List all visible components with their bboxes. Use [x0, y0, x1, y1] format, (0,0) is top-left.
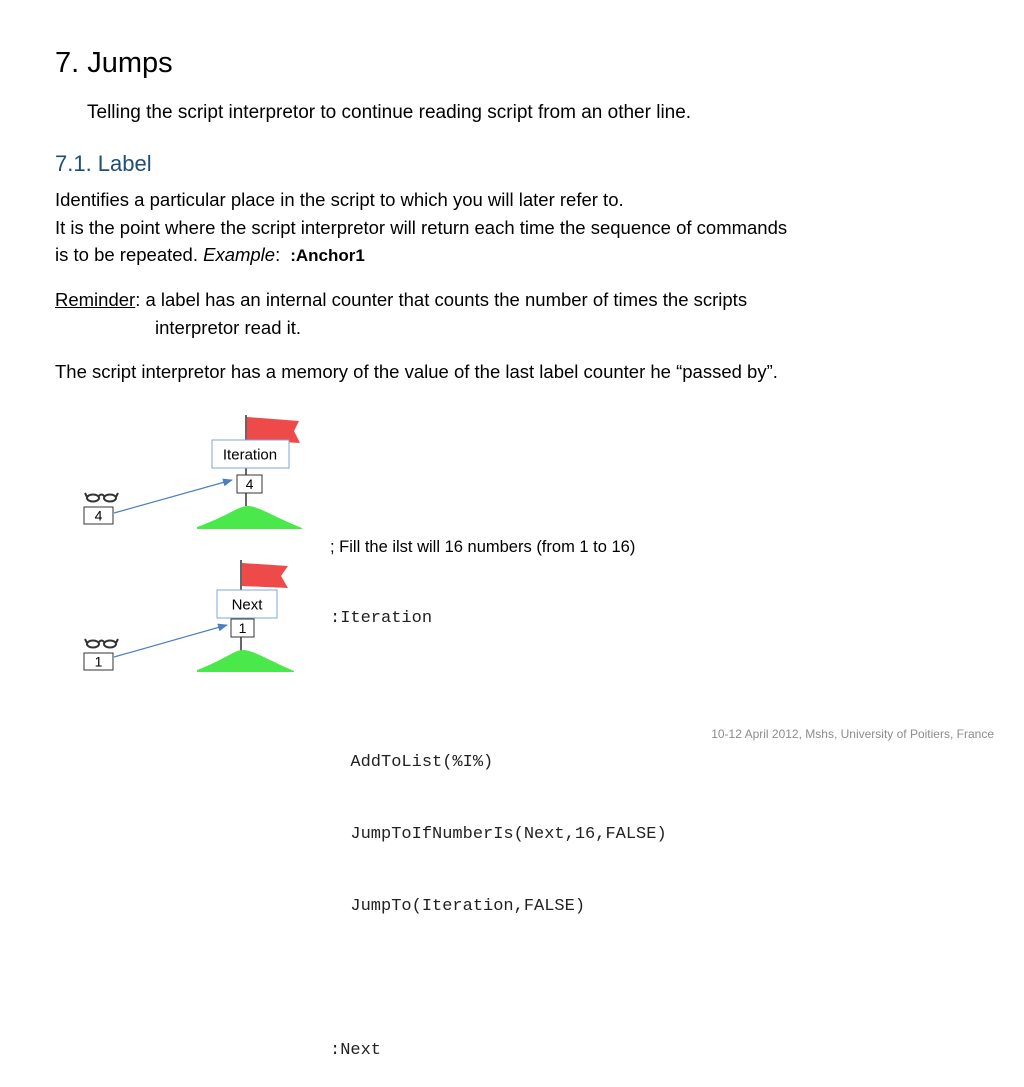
memory-paragraph: The script interpretor has a memory of the value of the last label counter he “passed by”.	[55, 361, 778, 382]
definition-line-2: It is the point where the script interpretor will return each time the sequence of commands	[55, 216, 788, 238]
iteration-label-group	[84, 415, 302, 529]
iteration-counter-value: 4	[245, 476, 254, 492]
slide-subtitle: Telling the script interpretor to continue reading script from an other line.	[87, 102, 692, 123]
example-anchor: :Anchor1	[290, 246, 365, 265]
script-code-block	[330, 487, 667, 1087]
code-comment: ; Fill the ilst will 16 numbers (from 1 to 16)	[330, 538, 636, 556]
reminder-line-1-rest: : a label has an internal counter that counts the number of times the scripts	[135, 289, 748, 310]
code-blank-line	[330, 967, 667, 991]
code-label-iteration: :Iteration	[330, 609, 433, 628]
next-label-group	[84, 560, 294, 672]
definition-line-3	[55, 241, 787, 270]
interpreter-glasses-icon	[85, 639, 118, 648]
interpreter-glasses-icon	[85, 493, 118, 502]
memory-arrow-bottom	[114, 625, 227, 657]
interpreter-memory-value: 4	[94, 507, 103, 524]
reminder-paragraph	[55, 286, 747, 341]
iteration-flag-icon	[247, 417, 300, 443]
reminder-line-1	[55, 286, 747, 314]
code-blank-line	[330, 679, 667, 703]
reminder-word: Reminder	[55, 289, 136, 310]
memory-arrow-top	[114, 480, 232, 513]
slide-title: 7. Jumps	[55, 47, 173, 79]
section-heading: 7.1. Label	[55, 151, 152, 176]
definition-line-3-prefix: is to be repeated.	[55, 244, 204, 265]
next-hill-icon	[197, 650, 294, 672]
next-counter-value: 1	[238, 620, 247, 636]
interpreter-memory-value: 1	[94, 653, 103, 670]
code-add-to-list: AddToList(%I%)	[330, 753, 494, 772]
iteration-hill-icon	[197, 506, 302, 529]
code-jump-to: JumpTo(Iteration,FALSE)	[330, 897, 586, 916]
iteration-label-text: Iteration	[222, 446, 278, 464]
code-jump-if-number: JumpToIfNumberIs(Next,16,FALSE)	[330, 825, 667, 844]
reminder-line-2: interpretor read it.	[155, 316, 302, 338]
definition-line-1: Identifies a particular place in the script to which you will later refer to.	[55, 189, 624, 210]
next-flag-icon	[242, 563, 288, 588]
label-definition-paragraph	[55, 186, 787, 270]
example-word: Example	[203, 244, 276, 265]
next-label-text: Next	[231, 596, 263, 614]
example-colon: :	[275, 244, 281, 265]
slide-footer: 10-12 April 2012, Mshs, University of Poitiers, France	[711, 727, 994, 741]
code-label-next: :Next	[330, 1041, 382, 1060]
